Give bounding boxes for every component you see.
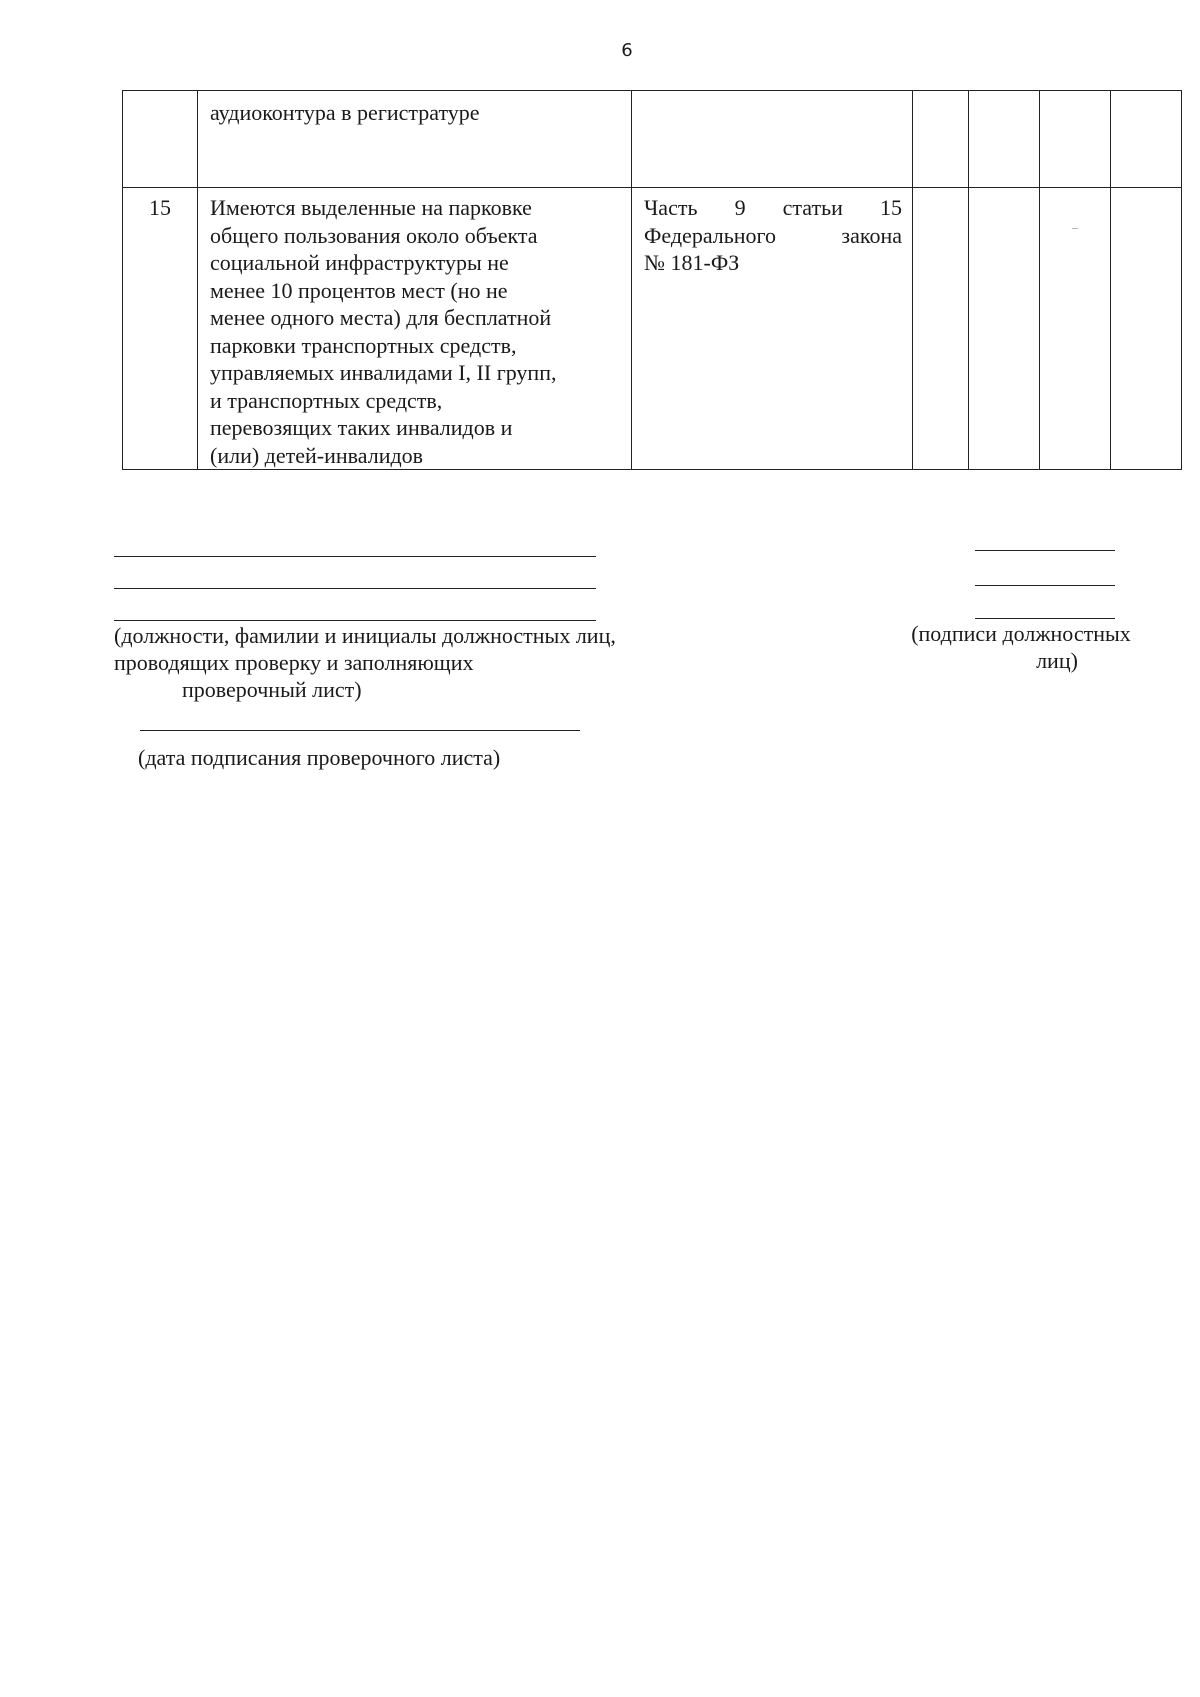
- answer-cell-not-applicable: [1040, 91, 1111, 188]
- reference-line: [644, 194, 902, 222]
- requirement-line: перевозящих таких инвалидов и: [210, 415, 513, 440]
- row-number-cell: [123, 91, 198, 188]
- caption-line: лиц): [1036, 648, 1078, 673]
- table-row: [123, 188, 1182, 470]
- checklist-table: [122, 90, 1182, 470]
- requirement-line: менее 10 процентов мест (но не: [210, 277, 508, 303]
- reference-word: закона: [841, 222, 902, 248]
- requirement-line: менее одного места) для бесплатной: [210, 305, 552, 330]
- signature-blank-line-2: [975, 585, 1115, 586]
- requirement-line: и транспортных средств,: [210, 387, 443, 413]
- reference-cell: [632, 91, 913, 188]
- answer-cell-no: [969, 188, 1040, 470]
- requirement-line: Имеются выделенные на парковке: [210, 195, 532, 220]
- answer-cell-note: [1111, 91, 1182, 188]
- signature-blank-line-3: [975, 618, 1115, 619]
- requirement-line: управляемых инвалидами I, II групп,: [210, 360, 557, 385]
- signature-blank-line-1: [975, 550, 1115, 551]
- date-caption: (дата подписания проверочного листа): [138, 745, 501, 770]
- reference-cell: [632, 188, 913, 470]
- officials-blank-line-2: [114, 588, 596, 589]
- table-row: [123, 91, 1182, 188]
- dash-mark: –: [1072, 220, 1078, 234]
- reference-line: № 181-ФЗ: [644, 250, 740, 275]
- reference-word: 15: [879, 195, 902, 220]
- caption-line: проводящих проверку и заполняющих: [114, 650, 474, 675]
- officials-blank-line-1: [114, 556, 596, 557]
- reference-line: [644, 222, 902, 250]
- requirement-line: парковки транспортных средств,: [210, 332, 517, 358]
- signatures-caption: [896, 620, 1146, 674]
- answer-cell-no: [969, 91, 1040, 188]
- page-number: 6: [621, 40, 633, 61]
- reference-word: статьи: [782, 195, 843, 220]
- requirement-cell: [198, 188, 632, 470]
- requirement-line: (или) детей-инвалидов: [210, 442, 424, 468]
- answer-cell-yes: [913, 91, 969, 188]
- reference-word: Часть: [644, 195, 698, 220]
- answer-cell-note: [1111, 188, 1182, 470]
- answer-cell-not-applicable: [1040, 188, 1111, 470]
- requirement-line: общего пользования около объекта: [210, 222, 538, 248]
- officials-caption: [114, 622, 694, 703]
- date-blank-line: [140, 730, 580, 731]
- reference-word: 9: [734, 195, 746, 220]
- requirement-line: социальной инфраструктуры не: [210, 250, 509, 275]
- officials-blank-line-3: [114, 620, 596, 621]
- caption-line: проверочный лист): [182, 677, 362, 702]
- caption-line: (подписи должностных: [911, 621, 1131, 646]
- caption-line: (должности, фамилии и инициалы должностных лиц,: [114, 623, 616, 648]
- reference-word: Федерального: [644, 222, 777, 248]
- row-number-cell: 15: [123, 188, 198, 470]
- requirement-cell: аудиоконтура в регистратуре: [198, 91, 632, 188]
- answer-cell-yes: [913, 188, 969, 470]
